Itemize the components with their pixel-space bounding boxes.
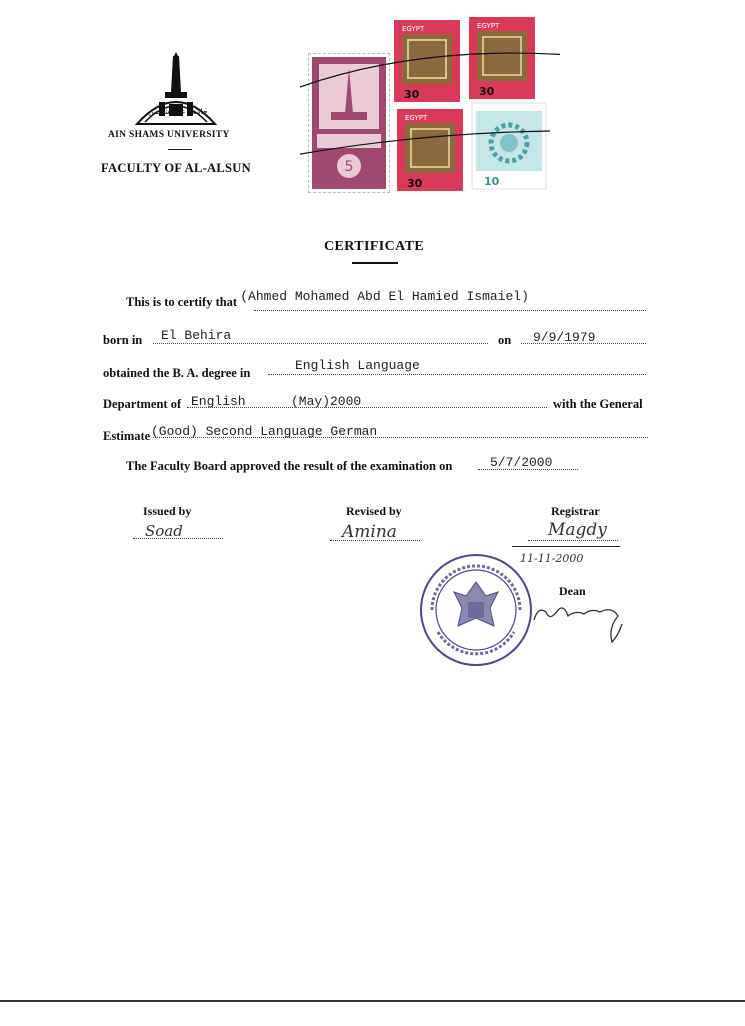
general-label: with the General: [553, 397, 643, 411]
stamp-red-2-value: 30: [479, 85, 495, 98]
registrar-date: 11-11-2000: [520, 552, 584, 565]
born-dots: [153, 343, 488, 344]
dean-label: Dean: [559, 584, 586, 598]
registrar-dots: [528, 540, 618, 541]
stamp-red-3-value: 30: [407, 177, 423, 190]
on-label: on: [498, 333, 512, 347]
scan-edge: [0, 1000, 745, 1026]
certify-label: This is to certify that: [126, 295, 238, 309]
student-name: (Ahmed Mohamed Abd El Hamied Ismaiel): [240, 289, 529, 304]
born-label: born in: [103, 333, 143, 347]
registrar-underline: [512, 546, 620, 547]
estimate-value: (Good) Second Language German: [151, 424, 378, 439]
university-name: AIN SHAMS UNIVERSITY: [108, 130, 230, 140]
stamp-blue-value: 10: [484, 175, 500, 188]
logo-arabic-text: جامعة عين شمس: [148, 107, 208, 116]
registrar-label: Registrar: [551, 504, 600, 518]
date-dots: [521, 343, 646, 344]
dean-signature: [528, 588, 628, 653]
approval-dots: [478, 469, 578, 470]
stamp-red-3-country: EGYPT: [405, 114, 428, 122]
official-seal: [418, 552, 534, 668]
estimate-label: Estimate: [103, 429, 151, 443]
university-logo: [135, 52, 217, 130]
certify-dots: [254, 310, 646, 311]
row-certify: [126, 289, 646, 310]
born-date: 9/9/1979: [533, 330, 596, 345]
degree-name: English Language: [295, 358, 420, 373]
issued-dots: [133, 538, 223, 539]
revised-dots: [330, 540, 420, 541]
faculty-name: FACULTY OF AL-ALSUN: [101, 161, 251, 175]
revised-signature: Amina: [342, 522, 397, 542]
revenue-stamps: [300, 15, 560, 195]
degree-dots: [268, 374, 646, 375]
stamp-purple-value: 5: [344, 159, 354, 175]
stamp-red-2-country: EGYPT: [477, 22, 500, 30]
registrar-signature: Magdy: [548, 520, 607, 540]
born-place: El Behira: [161, 328, 232, 343]
issued-signature: Soad: [145, 522, 183, 540]
department-name: English: [191, 394, 246, 409]
stamp-red-1-value: 30: [404, 88, 420, 101]
stamp-cancel-lines: [300, 15, 560, 195]
stamp-red-1-country: EGYPT: [402, 25, 425, 33]
header-divider: [168, 149, 192, 150]
department-label: Department of: [103, 397, 182, 411]
certificate-title: CERTIFICATE: [324, 239, 425, 254]
title-underline: [352, 262, 398, 264]
revised-label: Revised by: [346, 504, 402, 518]
approval-label: The Faculty Board approved the result of the examination on: [126, 459, 453, 473]
issued-label: Issued by: [143, 504, 192, 518]
department-dots: [187, 407, 547, 408]
approval-date: 5/7/2000: [490, 455, 553, 470]
degree-label: obtained the B. A. degree in: [103, 366, 251, 380]
department-session: (May)2000: [291, 394, 362, 409]
estimate-dots: [153, 437, 648, 438]
